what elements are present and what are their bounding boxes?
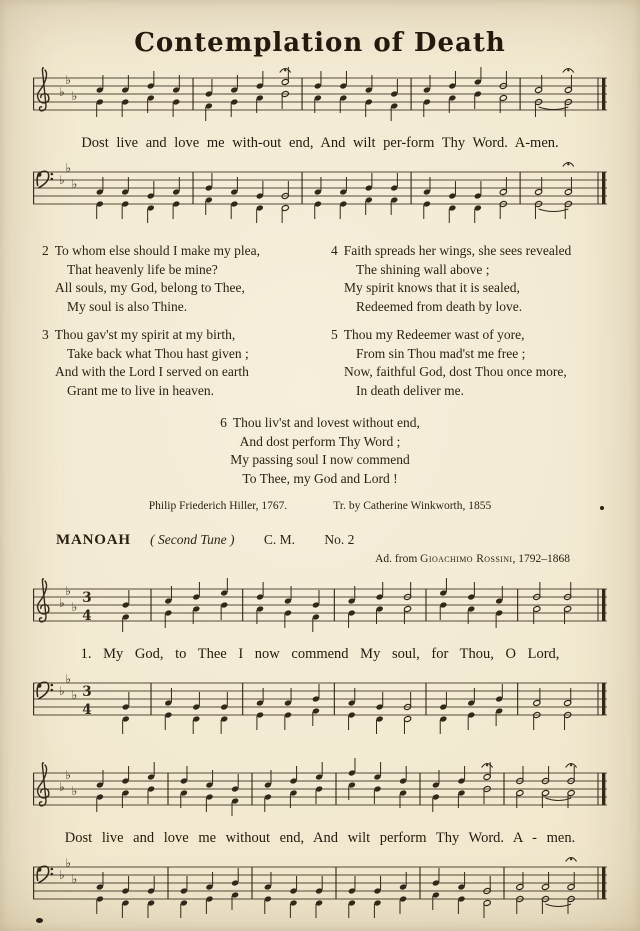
attribution bbox=[0, 498, 640, 514]
manoah-line1-bass-staff bbox=[30, 665, 610, 737]
verse-4 bbox=[331, 242, 610, 316]
svg-text:3: 3 bbox=[82, 590, 92, 606]
verse-line: The shining wall above ; bbox=[356, 261, 490, 277]
hymn1-bass-staff bbox=[30, 154, 610, 226]
svg-text:♭: ♭ bbox=[71, 600, 78, 614]
verse-line bbox=[42, 242, 321, 261]
svg-text:♭: ♭ bbox=[59, 780, 65, 794]
manoah-line2-treble-staff bbox=[30, 755, 610, 827]
verse-line: That heavenly life be mine? bbox=[67, 261, 218, 277]
verse-line-text: Thou liv'st and lovest without end, bbox=[232, 415, 420, 430]
verse-line bbox=[331, 326, 610, 345]
hymn1-music-system bbox=[30, 60, 610, 226]
scan-speck bbox=[36, 918, 43, 923]
svg-text:♭: ♭ bbox=[71, 177, 78, 191]
verse-line: My soul is also Thine. bbox=[67, 298, 188, 314]
composer-name: Gioachimo Rossini bbox=[420, 553, 513, 565]
svg-text:♭: ♭ bbox=[71, 784, 78, 798]
verse-line-text: Thou gav'st my spirit at my birth, bbox=[54, 327, 236, 342]
verse-6 bbox=[30, 414, 610, 488]
tune-subtitle: ( Second Tune ) bbox=[150, 532, 235, 547]
verse-line bbox=[331, 242, 610, 261]
hymn1-refrain-lyric: Dost live and love me with-out end, And wilt per-form Thy Word. A-men. bbox=[81, 135, 559, 151]
verse-line: And with the Lord I served on earth bbox=[55, 364, 249, 379]
manoah-line2-lyric: Dost live and love me without end, And wilt perform Thy Word. A - men. bbox=[64, 830, 576, 846]
verse-line: Now, faithful God, dost Thou once more, bbox=[344, 364, 567, 379]
hymn1-verses bbox=[30, 242, 610, 400]
svg-text:4: 4 bbox=[82, 702, 92, 718]
svg-text:♭: ♭ bbox=[65, 73, 71, 87]
svg-text:♭: ♭ bbox=[59, 596, 65, 610]
verse-line-text: Thou my Redeemer wast of yore, bbox=[343, 327, 525, 342]
verse-line-text: To whom else should I make my plea, bbox=[54, 243, 261, 258]
verse-line: My passing soul I now commend bbox=[230, 452, 410, 467]
svg-text:♭: ♭ bbox=[59, 85, 65, 99]
svg-text:♭: ♭ bbox=[71, 872, 78, 886]
verse-number: 4 bbox=[331, 243, 338, 258]
svg-text:3: 3 bbox=[82, 684, 92, 700]
verse-line: In death deliver me. bbox=[356, 382, 464, 398]
svg-text:4: 4 bbox=[82, 608, 92, 624]
verse-line bbox=[42, 326, 321, 345]
svg-text:♭: ♭ bbox=[71, 688, 78, 702]
verse-3 bbox=[42, 326, 321, 400]
translator-credit: Tr. by Catherine Winkworth, 1855 bbox=[333, 500, 492, 512]
verse-line: Take back what Thou hast given ; bbox=[67, 345, 249, 361]
verse-line: From sin Thou mad'st me free ; bbox=[356, 345, 526, 361]
svg-text:♭: ♭ bbox=[59, 684, 65, 698]
verse-line bbox=[30, 414, 610, 433]
verse-line-text: Faith spreads her wings, she sees revealed bbox=[343, 243, 572, 258]
svg-text:♭: ♭ bbox=[59, 173, 65, 187]
verse-line: And dost perform Thy Word ; bbox=[239, 433, 401, 449]
svg-text:♭: ♭ bbox=[65, 856, 71, 870]
svg-text:♭: ♭ bbox=[65, 672, 71, 686]
verse-number: 2 bbox=[42, 243, 49, 258]
manoah-line1-treble-staff bbox=[30, 571, 610, 643]
tune-number: No. 2 bbox=[324, 532, 355, 547]
svg-text:♭: ♭ bbox=[71, 89, 78, 103]
tune-name: MANOAH bbox=[56, 532, 131, 548]
manoah-music-system-1 bbox=[30, 571, 610, 737]
verse-2 bbox=[42, 242, 321, 316]
verse-line: To Thee, my God and Lord ! bbox=[242, 470, 398, 486]
hymn1-treble-staff bbox=[30, 60, 610, 132]
verse-5 bbox=[331, 326, 610, 400]
credit-prefix: Ad. from bbox=[375, 553, 421, 565]
hymn2-composer-credit bbox=[30, 552, 610, 567]
verse-number: 3 bbox=[42, 327, 49, 342]
manoah-music-system-2 bbox=[30, 755, 610, 921]
verse-line: All souls, my God, belong to Thee, bbox=[55, 280, 245, 295]
verse-line: My spirit knows that it is sealed, bbox=[344, 280, 520, 295]
scan-speck bbox=[600, 506, 604, 510]
manoah-line1-lyric: 1. My God, to Thee I now commend My soul, for Thou, O Lord, bbox=[80, 646, 560, 662]
svg-text:♭: ♭ bbox=[59, 868, 65, 882]
verse-number: 6 bbox=[220, 415, 227, 430]
tune-meter: C. M. bbox=[263, 532, 296, 547]
verse-line: Grant me to live in heaven. bbox=[67, 382, 214, 398]
verse-line: Redeemed from death by love. bbox=[356, 298, 523, 314]
credit-suffix: , 1792–1868 bbox=[512, 553, 570, 565]
page-title: Contemplation of Death bbox=[134, 28, 506, 58]
svg-text:♭: ♭ bbox=[65, 161, 71, 175]
svg-text:♭: ♭ bbox=[65, 584, 71, 598]
verse-number: 5 bbox=[331, 327, 338, 342]
author-credit: Philip Friederich Hiller, 1767. bbox=[148, 500, 288, 512]
hymn2-header bbox=[30, 530, 610, 550]
svg-text:♭: ♭ bbox=[65, 768, 71, 782]
manoah-line2-bass-staff bbox=[30, 849, 610, 921]
